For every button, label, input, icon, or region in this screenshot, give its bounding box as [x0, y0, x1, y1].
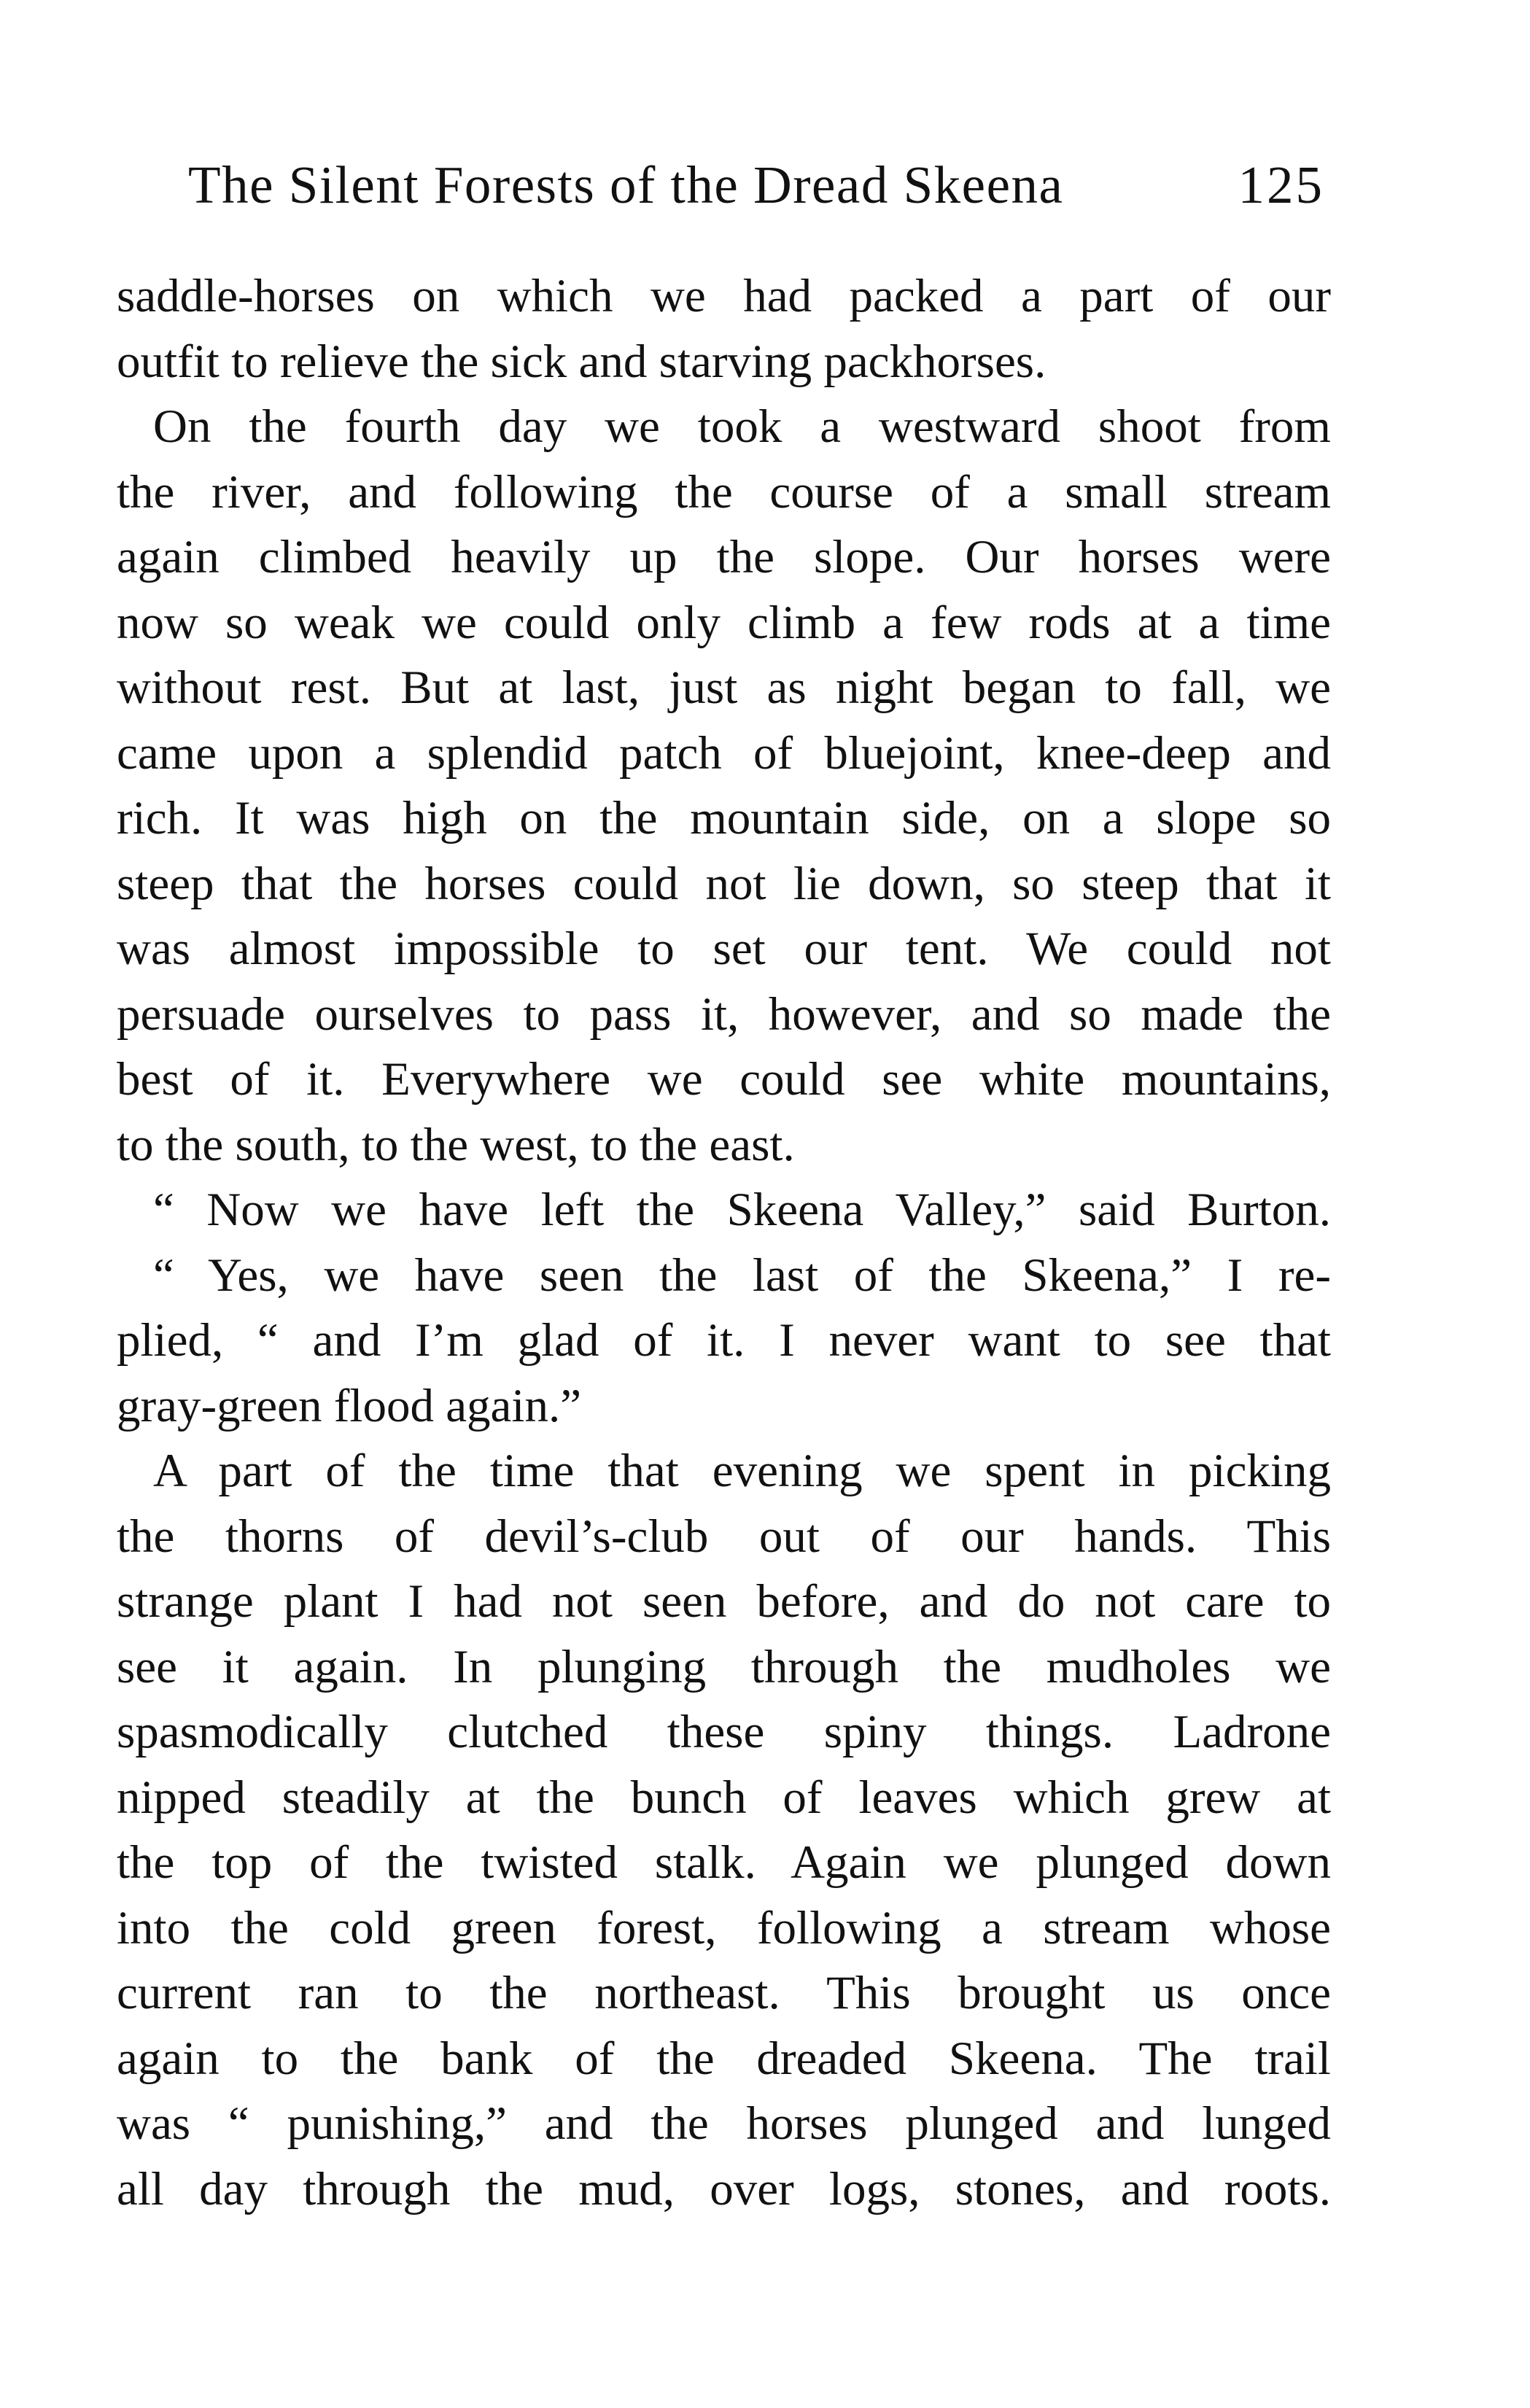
- text-line: see it again. In plunging through the mudholes we: [117, 1640, 1331, 1693]
- text-line: persuade ourselves to pass it, however, and so made the: [117, 987, 1331, 1041]
- text-line: “ Yes, we have seen the last of the Skeena,” I re-: [153, 1248, 1331, 1302]
- text-line: strange plant I had not seen before, and do not care to: [117, 1575, 1331, 1628]
- text-line: “ Now we have left the Skeena Valley,” said Burton.: [153, 1184, 1331, 1236]
- text-line: the top of the twisted stalk. Again we plunged down: [117, 1836, 1331, 1889]
- text-line: On the fourth day we took a westward shoot from: [153, 400, 1331, 453]
- page-number: 125: [1238, 155, 1324, 214]
- text-line: came upon a splendid patch of bluejoint, knee-deep and: [117, 726, 1331, 780]
- running-head-title: The Silent Forests of the Dread Skeena: [188, 155, 1064, 214]
- text-line: A part of the time that evening we spent in picking: [153, 1445, 1331, 1497]
- text-line: again to the bank of the dreaded Skeena. The trail: [117, 2032, 1331, 2085]
- text-line: into the cold green forest, following a stream whose: [117, 1901, 1331, 1954]
- text-line: all day through the mud, over logs, stones, and roots.: [117, 2162, 1331, 2215]
- text-line: best of it. Everywhere we could see white mountains,: [117, 1053, 1331, 1106]
- text-line: was almost impossible to set our tent. We could not: [117, 923, 1331, 975]
- text-line: the thorns of devil’s-club out of our hands. This: [117, 1510, 1331, 1563]
- running-head: [188, 149, 1324, 222]
- body-text: [117, 264, 1331, 2222]
- text-line: steep that the horses could not lie down, so steep that it: [117, 857, 1331, 910]
- text-line: the river, and following the course of a small stream: [117, 465, 1331, 519]
- text-line: again climbed heavily up the slope. Our horses were: [117, 531, 1331, 583]
- text-line: saddle-horses on which we had packed a part of our: [117, 270, 1331, 322]
- text-line: now so weak we could only climb a few rods at a time: [117, 596, 1331, 649]
- text-line: was “ punishing,” and the horses plunged and lunged: [117, 2097, 1331, 2150]
- text-line: spasmodically clutched these spiny things. Ladrone: [117, 1706, 1331, 1758]
- text-line: outfit to relieve the sick and starving packhorses.: [117, 335, 1046, 388]
- text-line: gray-green flood again.”: [117, 1379, 582, 1432]
- text-line: plied, “ and I’m glad of it. I never want to see that: [117, 1314, 1331, 1367]
- text-line: nipped steadily at the bunch of leaves which grew at: [117, 1771, 1331, 1824]
- text-line: current ran to the northeast. This brought us once: [117, 1967, 1331, 2019]
- text-line: without rest. But at last, just as night began to fall, we: [117, 661, 1331, 714]
- text-line: rich. It was high on the mountain side, on a slope so: [117, 792, 1331, 844]
- text-line: to the south, to the west, to the east.: [117, 1118, 795, 1171]
